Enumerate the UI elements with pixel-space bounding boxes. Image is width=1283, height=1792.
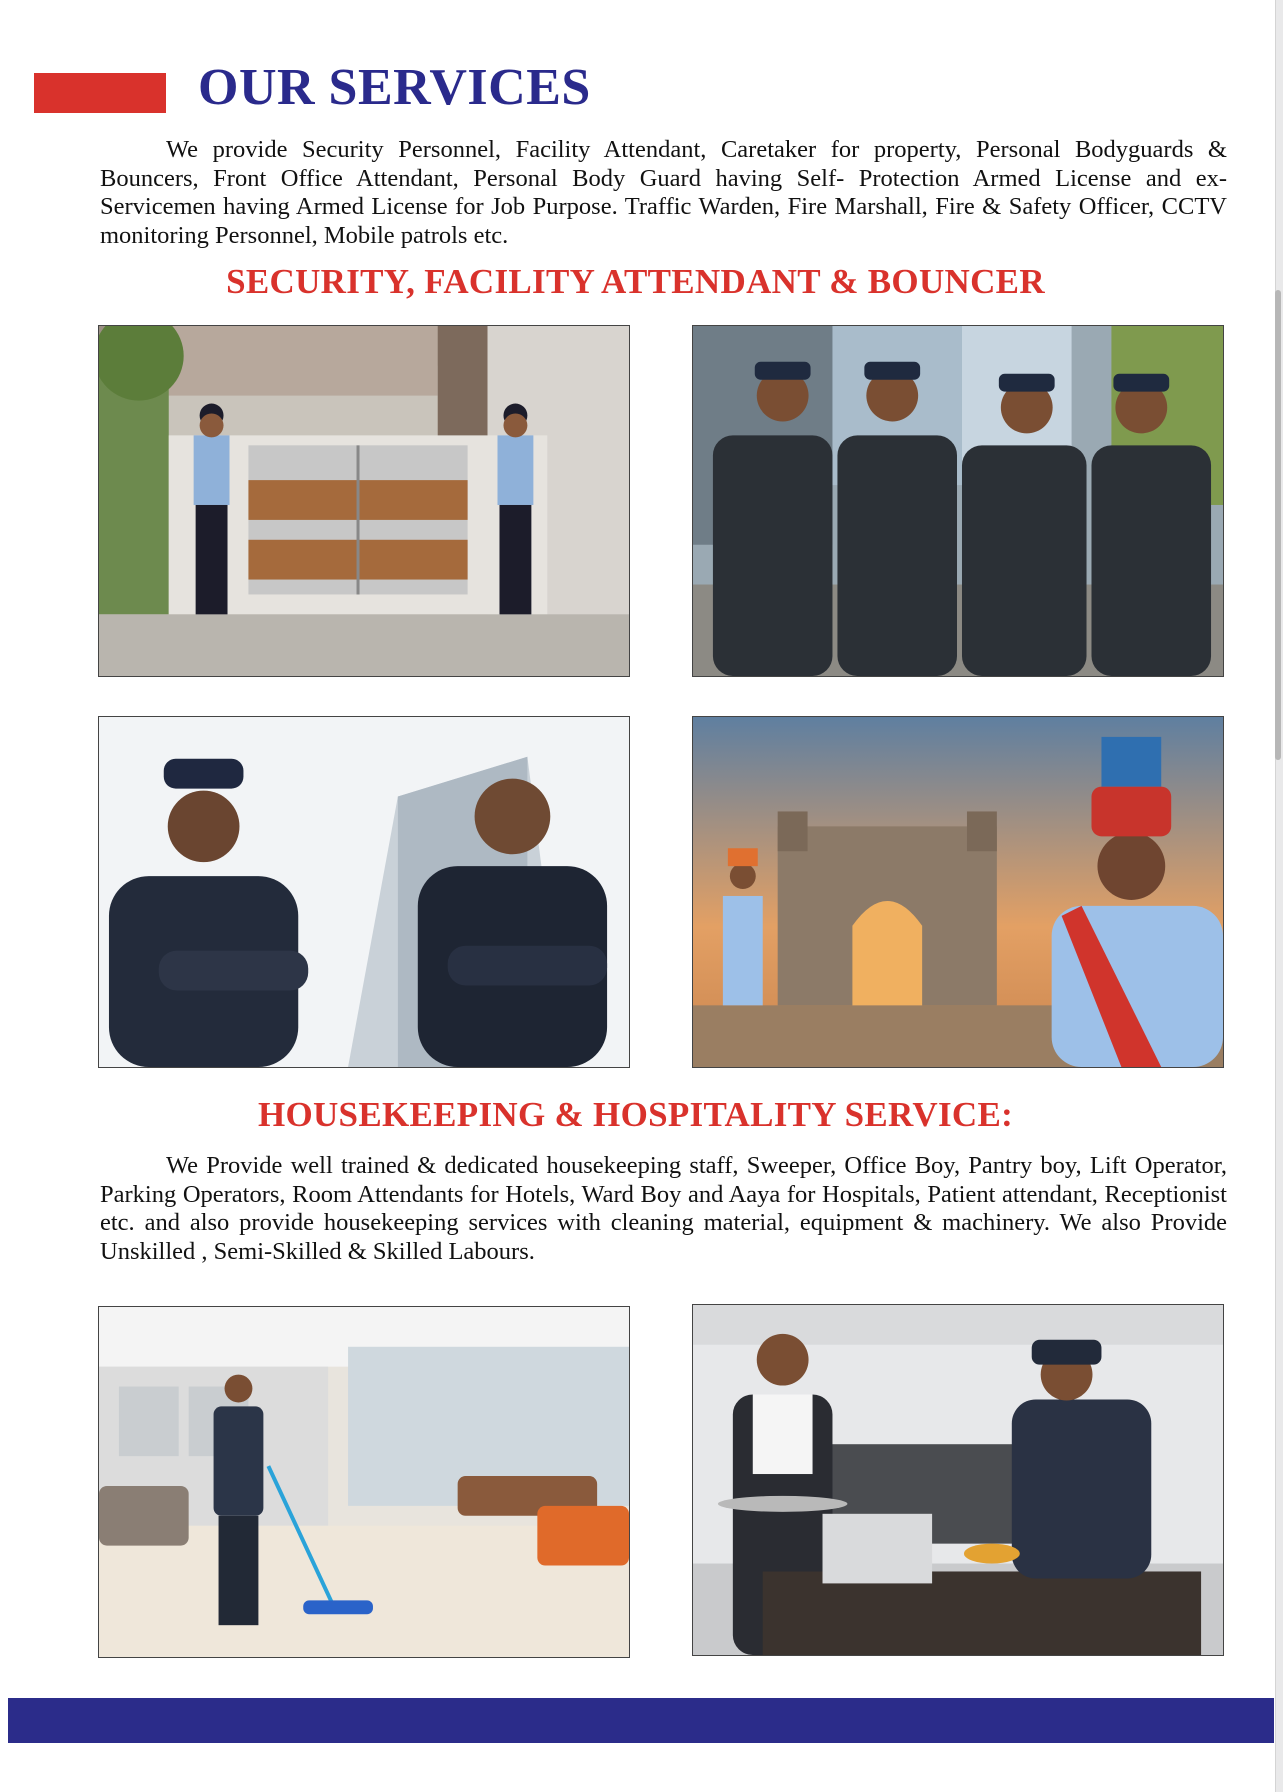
photo-ceremonial-guards-gateway bbox=[692, 716, 1224, 1068]
photo-housekeeping-mopping bbox=[98, 1306, 630, 1658]
security-heading: SECURITY, FACILITY ATTENDANT & BOUNCER bbox=[226, 262, 1045, 301]
intro-paragraph: We provide Security Personnel, Facility Attendant, Caretaker for property, Personal Bodyguards & Bouncers, Front Office Attendant, Personal Body Guard having Self- Protection Armed License and ex-Servicemen having Armed License for Job Purpose. Traffic Warden, Fire Marshall, Fire & Safety Officer, CCTV monitoring Personnel, Mobile patrols etc. bbox=[100, 136, 1227, 249]
title-accent-bar bbox=[34, 73, 166, 113]
housekeeping-heading: HOUSEKEEPING & HOSPITALITY SERVICE: bbox=[257, 1095, 1014, 1134]
photo-team-of-four-guards bbox=[692, 325, 1224, 677]
vertical-scrollbar[interactable] bbox=[1275, 290, 1281, 760]
housekeeping-paragraph: We Provide well trained & dedicated housekeeping staff, Sweeper, Office Boy, Pantry boy, Lift Operator, Parking Operators, Room Attendants for Hotels, Ward Boy and Aaya for Hospitals, Patient attendant, Receptionist etc. and also provide housekeeping services with cleaning material, equipment & machinery. We also Provide Unskilled , Semi-Skilled & Skilled Labours. bbox=[100, 1152, 1227, 1265]
photo-bouncers-arms-crossed bbox=[98, 716, 630, 1068]
photo-hospitality-staff bbox=[692, 1304, 1224, 1656]
photo-guards-at-gate bbox=[98, 325, 630, 677]
page-title: OUR SERVICES bbox=[198, 59, 591, 116]
footer-band bbox=[8, 1698, 1274, 1743]
